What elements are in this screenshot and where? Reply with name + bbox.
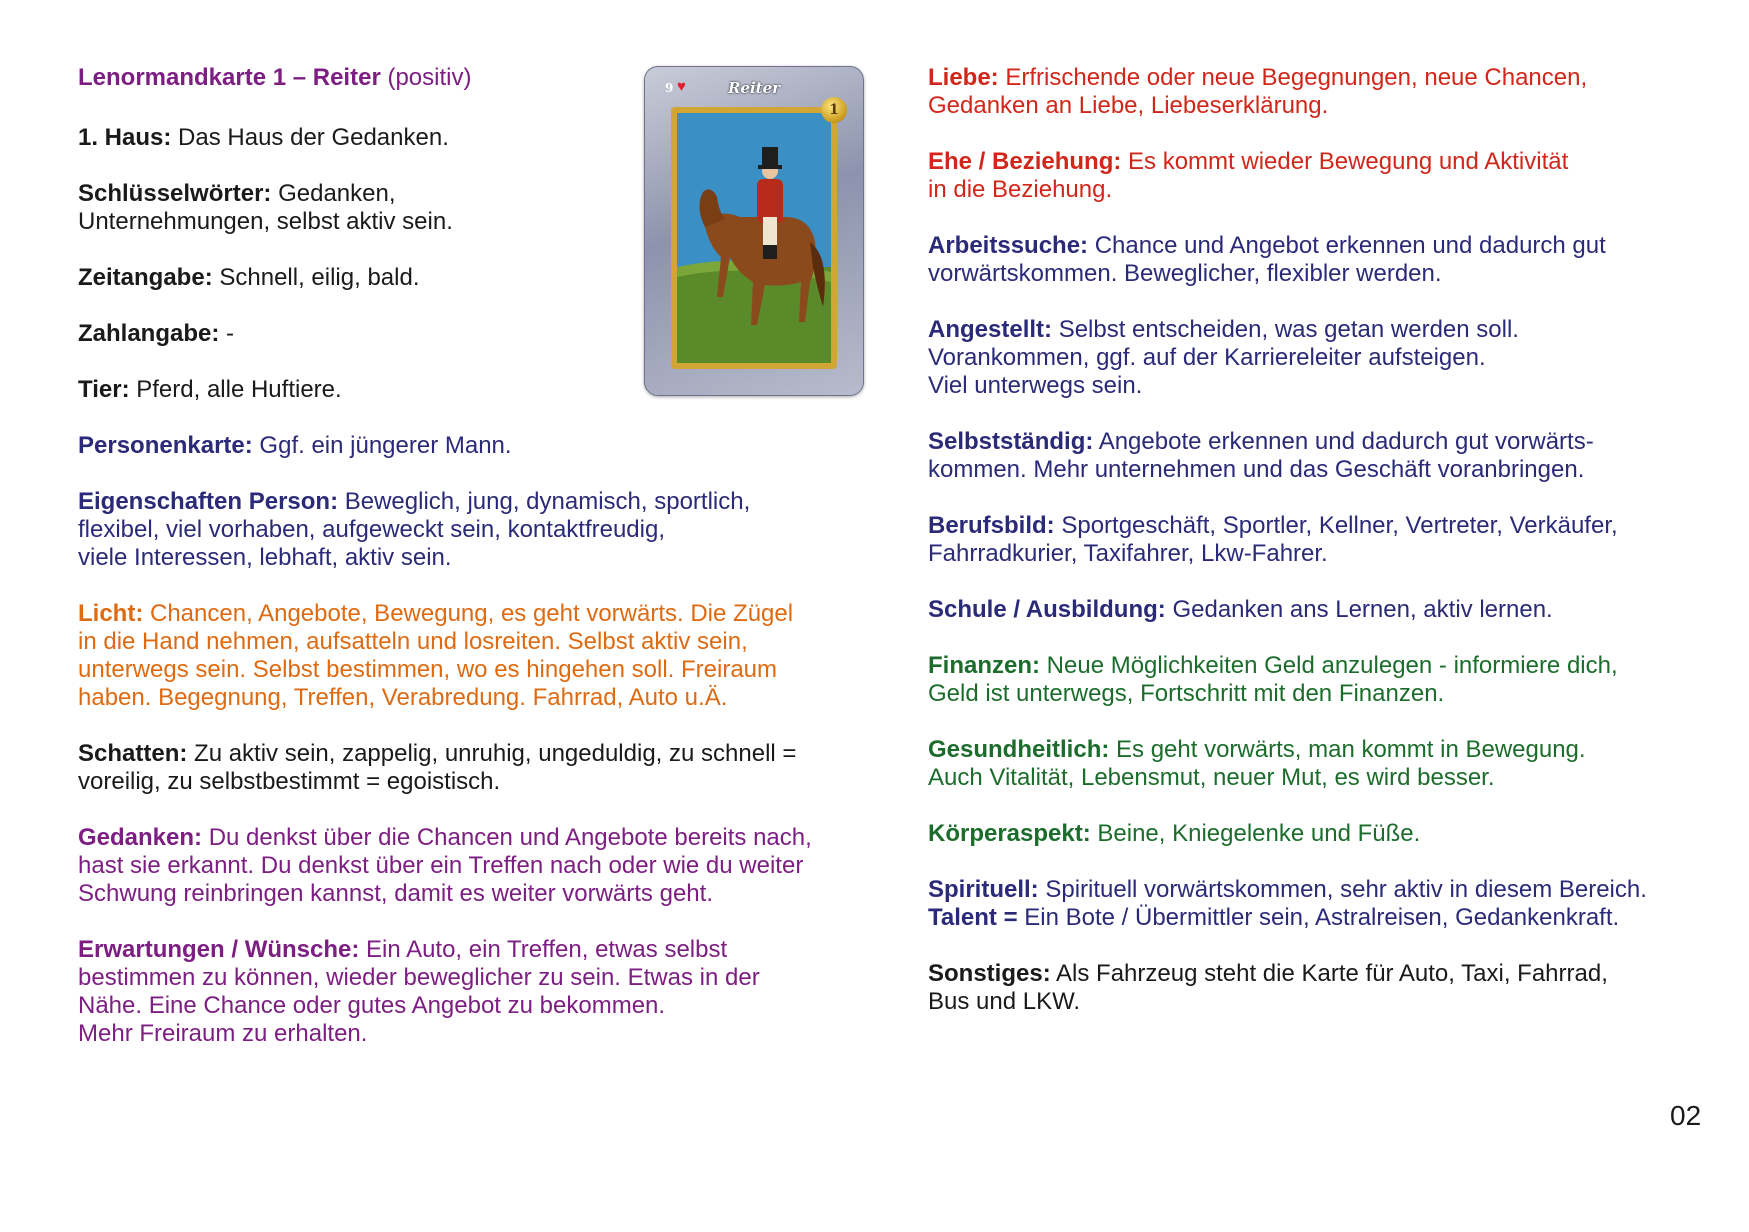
entry-angestellt [928,316,1708,400]
entry-text: flexibel, viel vorhaben, aufgeweckt sein, kontaktfreudig, [78,516,666,543]
entry-text: - [226,320,235,347]
entry-text: Pferd, alle Huftiere. [136,376,342,403]
entry-label: Gesundheitlich: [928,736,1110,763]
entry-text: vorwärtskommen. Beweglicher, flexibler werden. [928,260,1442,287]
entry-schule-ausbildung [928,596,1708,624]
entry-text: bestimmen zu können, wieder beweglicher zu sein. Etwas in der [78,964,760,991]
lenormand-card-reiter [644,66,864,396]
entry-label: Schatten: [78,740,188,767]
entry-text: Du denkst über die Chancen und Angebote bereits nach, [208,824,812,851]
entry-text: Viel unterwegs sein. [928,372,1143,399]
entry-sonstiges [928,960,1708,1016]
entry-berufsbild [928,512,1708,568]
entry-koerperaspekt [928,820,1708,848]
entry-text: viele Interessen, lebhaft, aktiv sein. [78,544,452,571]
entry-label: Schlüsselwörter: [78,180,272,207]
entry-label: Talent = [928,904,1018,931]
entry-text: Ein Auto, ein Treffen, etwas selbst [366,936,728,963]
entry-gesundheitlich [928,736,1708,792]
entry-text: Beweglich, jung, dynamisch, sportlich, [344,488,751,515]
entry-text: Ein Bote / Übermittler sein, Astralreisen, Gedankenkraft. [1024,904,1620,931]
entry-text: Ggf. ein jüngerer Mann. [259,432,512,459]
entry-text: Schwung reinbringen kannst, damit es weiter vorwärts geht. [78,880,713,907]
entry-text: Angebote erkennen und dadurch gut vorwärts- [1098,428,1594,455]
entry-label: Erwartungen / Wünsche: [78,936,360,963]
entry-text: hast sie erkannt. Du denkst über ein Treffen nach oder wie du weiter [78,852,804,879]
entry-text: Gedanken, [278,180,396,207]
entry-label: Ehe / Beziehung: [928,148,1122,175]
entry-text: Selbst entscheiden, was getan werden soll. [1058,316,1519,343]
entry-licht [78,600,858,712]
entry-label: Gedanken: [78,824,203,851]
entry-label: Sonstiges: [928,960,1051,987]
entry-text: Gedanken an Liebe, Liebeserklärung. [928,92,1329,119]
entry-text: Beine, Kniegelenke und Füße. [1097,820,1421,847]
entry-text: Sportgeschäft, Sportler, Kellner, Vertreter, Verkäufer, [1061,512,1618,539]
entry-text: Zu aktiv sein, zappelig, unruhig, ungeduldig, zu schnell = [194,740,797,767]
entry-text: Bus und LKW. [928,988,1081,1015]
heart-icon: ♥ [677,78,686,95]
entry-text: Das Haus der Gedanken. [178,124,449,151]
card-number: 9 [665,81,674,95]
entry-label: Zeitangabe: [78,264,213,291]
entry-label: Spirituell: [928,876,1039,903]
entry-text: Chance und Angebot erkennen und dadurch gut [1094,232,1606,259]
entry-label: Finanzen: [928,652,1040,679]
entry-text: Spirituell vorwärtskommen, sehr aktiv in diesem Bereich. [1045,876,1647,903]
entry-text: unterwegs sein. Selbst bestimmen, wo es hingehen soll. Freiraum [78,656,777,683]
entry-text: Mehr Freiraum zu erhalten. [78,1020,368,1047]
entry-label: Selbstständig: [928,428,1094,455]
entry-arbeitssuche [928,232,1708,288]
entry-label: 1. Haus: [78,124,172,151]
entry-label: Arbeitssuche: [928,232,1089,259]
entry-label: Licht: [78,600,144,627]
entry-liebe [928,64,1708,120]
entry-text: Schnell, eilig, bald. [219,264,420,291]
entry-label: Personenkarte: [78,432,253,459]
right-column [928,64,1708,1044]
entry-eigenschaften-person [78,488,858,572]
entry-text: Chancen, Angebote, Bewegung, es geht vorwärts. Die Zügel [150,600,794,627]
entry-text: Als Fahrzeug steht die Karte für Auto, Taxi, Fahrrad, [1056,960,1608,987]
entry-text: voreilig, zu selbstbestimmt = egoistisch. [78,768,501,795]
entry-text: Geld ist unterwegs, Fortschritt mit den Finanzen. [928,680,1445,707]
entry-selbststaendig [928,428,1708,484]
entry-label: Liebe: [928,64,999,91]
entry-text: Vorankommen, ggf. auf der Karriereleiter aufsteigen. [928,344,1486,371]
entry-text: Neue Möglichkeiten Geld anzulegen - informiere dich, [1046,652,1618,679]
entry-label: Berufsbild: [928,512,1055,539]
entry-label: Körperaspekt: [928,820,1091,847]
card-title: Reiter [727,79,781,97]
page-number: 02 [1670,1100,1702,1131]
entry-text: Gedanken ans Lernen, aktiv lernen. [1172,596,1553,623]
entry-finanzen [928,652,1708,708]
entry-text: Auch Vitalität, Lebensmut, neuer Mut, es wird besser. [928,764,1495,791]
entry-text: Es kommt wieder Bewegung und Aktivität [1128,148,1569,175]
entry-label: Angestellt: [928,316,1053,343]
entry-text: Erfrischende oder neue Begegnungen, neue Chancen, [1005,64,1588,91]
entry-text: in die Hand nehmen, aufsatteln und losreiten. Selbst aktiv sein, [78,628,748,655]
entry-label: Eigenschaften Person: [78,488,339,515]
entry-label: Zahlangabe: [78,320,220,347]
entry-text: Unternehmungen, selbst aktiv sein. [78,208,453,235]
entry-label: Schule / Ausbildung: [928,596,1166,623]
entry-text: kommen. Mehr unternehmen und das Geschäft voranbringen. [928,456,1585,483]
entry-erwartungen-wuensche [78,936,858,1048]
entry-gedanken [78,824,858,908]
entry-text: haben. Begegnung, Treffen, Verabredung. Fahrrad, Auto u.Ä. [78,684,728,711]
entry-text: Es geht vorwärts, man kommt in Bewegung. [1116,736,1586,763]
card-badge: 1 [821,97,847,123]
page-title-normal: (positiv) [380,64,472,91]
entry-text: Fahrradkurier, Taxifahrer, Lkw-Fahrer. [928,540,1328,567]
page-title-bold: Lenormandkarte 1 – Reiter [78,64,381,91]
entry-personenkarte [78,432,858,460]
entry-label: Tier: [78,376,130,403]
entry-text: in die Beziehung. [928,176,1113,203]
entry-spirituell [928,876,1708,932]
entry-text: Nähe. Eine Chance oder gutes Angebot zu bekommen. [78,992,666,1019]
entry-schatten [78,740,858,796]
entry-ehe-beziehung [928,148,1708,204]
